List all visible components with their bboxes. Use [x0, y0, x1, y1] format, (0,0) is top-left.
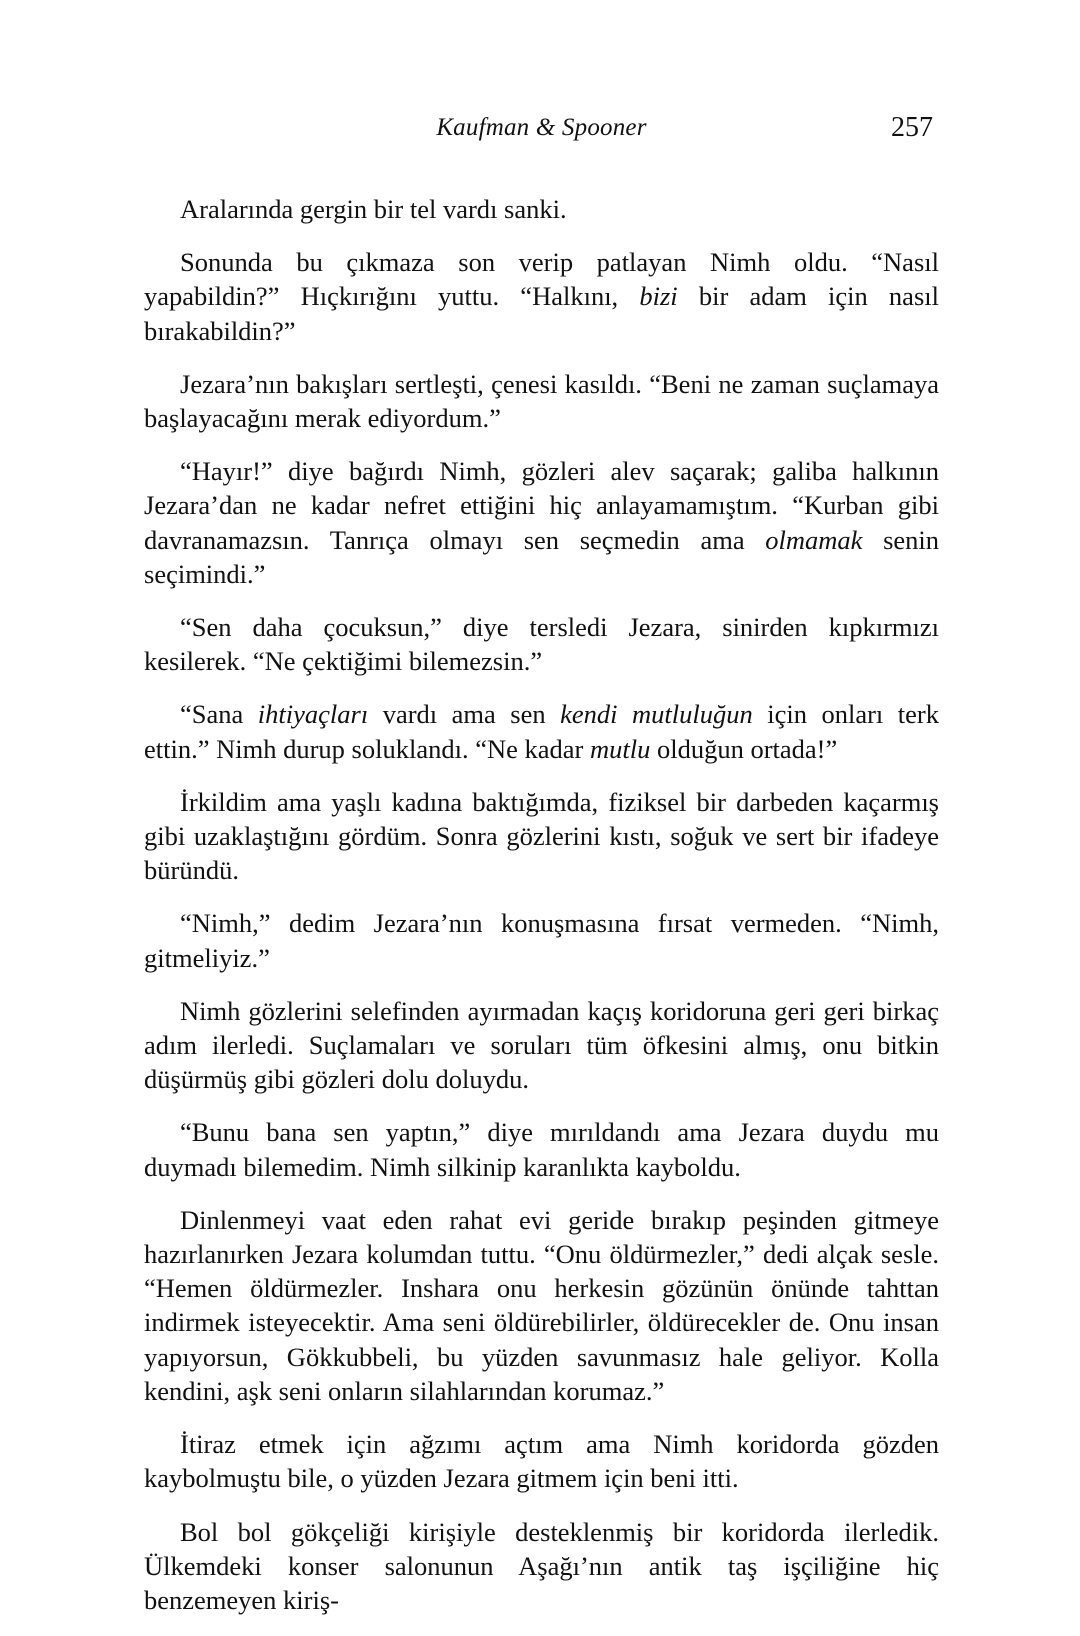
- emphasis-text: bizi: [639, 281, 678, 312]
- page-number: 257: [891, 112, 933, 143]
- paragraph: [144, 1115, 939, 1183]
- text-segment: İtiraz etmek için ağzımı açtım ama Nimh koridorda gözden kaybolmuştu bile, o yüzden Jezara gitmem için beni itti.: [144, 1429, 939, 1494]
- paragraph: [144, 785, 939, 888]
- text-segment: “Sen daha çocuksun,” diye tersledi Jezara, sinirden kıpkırmızı kesilerek. “Ne çektiğimi bilemezsin.”: [144, 612, 939, 677]
- text-segment: olduğun ortada!”: [650, 733, 838, 764]
- text-segment: için onları terk ettin.” Nimh durup soluklandı. “Ne kadar: [144, 699, 939, 764]
- running-header: [144, 110, 939, 150]
- paragraph: [144, 610, 939, 678]
- text-segment: Bol bol gökçeliği kirişiyle desteklenmiş bir koridorda ilerledik. Ülkemdeki konser salonunun Aşağı’nın antik taş işçiliğine hiç benzemeyen kiriş-: [144, 1516, 939, 1615]
- paragraph: [144, 1515, 939, 1618]
- paragraph: [144, 697, 939, 765]
- text-segment: Aralarında gergin bir tel vardı sanki.: [180, 194, 567, 224]
- paragraph: [144, 367, 939, 435]
- text-segment: Sonunda bu çıkmaza son verip patlayan Nimh oldu. “Nasıl yapabildin?” Hıçkırığını yuttu. “Halkını,: [144, 247, 939, 312]
- text-segment: İrkildim ama yaşlı kadına baktığımda, fiziksel bir darbeden kaçarmış gibi uzaklaştığını gördüm. Sonra gözlerini kıstı, soğuk ve sert bir ifadeye büründü.: [144, 786, 939, 886]
- paragraph: [144, 994, 939, 1097]
- paragraph: [144, 245, 939, 348]
- text-segment: “Sana: [180, 699, 258, 730]
- text-segment: bir adam için nasıl bırakabildin?”: [144, 281, 939, 346]
- emphasis-text: ihtiyaçları: [257, 699, 369, 730]
- body-text: [144, 192, 939, 1636]
- text-segment: vardı ama sen: [368, 699, 561, 730]
- emphasis-text: olmamak: [765, 524, 863, 555]
- text-segment: Dinlenmeyi vaat eden rahat evi geride bırakıp peşinden gitmeye hazırlanırken Jezara kolumdan tuttu. “Onu öldürmezler,” dedi alçak sesle. “Hemen öldürmezler. Inshara onu herkesin gözünün önünde tahttan indirmek isteyecektir. Ama seni öldürebilirler, öldürecekler de. Onu insan yapıyorsun, Gökkubbeli, bu yüzden savunmasız hale geliyor. Kolla kendini, aşk seni onların silahlarından korumaz.”: [144, 1204, 939, 1406]
- running-title: Kaufman & Spooner: [436, 114, 647, 141]
- text-segment: “Hayır!” diye bağırdı Nimh, gözleri alev saçarak; galiba halkının Jezara’dan ne kadar nefret ettiğini hiç anlayamamıştım. “Kurban gibi davranamazsın. Tanrıça olmayı sen seçmedin ama: [144, 456, 939, 555]
- text-segment: “Nimh,” dedim Jezara’nın konuşmasına fırsat vermeden. “Nimh, gitmeliyiz.”: [144, 908, 939, 973]
- paragraph: [144, 454, 939, 591]
- paragraph: [144, 192, 939, 226]
- text-segment: Nimh gözlerini selefinden ayırmadan kaçış koridoruna geri geri birkaç adım ilerledi. Suçlamaları ve soruları tüm öfkesini almış, onu bitkin düşürmüş gibi gözleri dolu doluydu.: [144, 995, 939, 1095]
- emphasis-text: kendi mutluluğun: [560, 699, 753, 730]
- text-segment: “Bunu bana sen yaptın,” diye mırıldandı ama Jezara duydu mu duymadı bilemedim. Nimh silkinip karanlıkta kayboldu.: [144, 1117, 939, 1182]
- paragraph: [144, 906, 939, 974]
- paragraph: [144, 1427, 939, 1495]
- emphasis-text: mutlu: [589, 733, 651, 764]
- paragraph: [144, 1203, 939, 1408]
- text-segment: Jezara’nın bakışları sertleşti, çenesi kasıldı. “Beni ne zaman suçlamaya başlayacağını merak ediyordum.”: [144, 368, 939, 434]
- text-segment: senin seçimindi.”: [144, 524, 940, 589]
